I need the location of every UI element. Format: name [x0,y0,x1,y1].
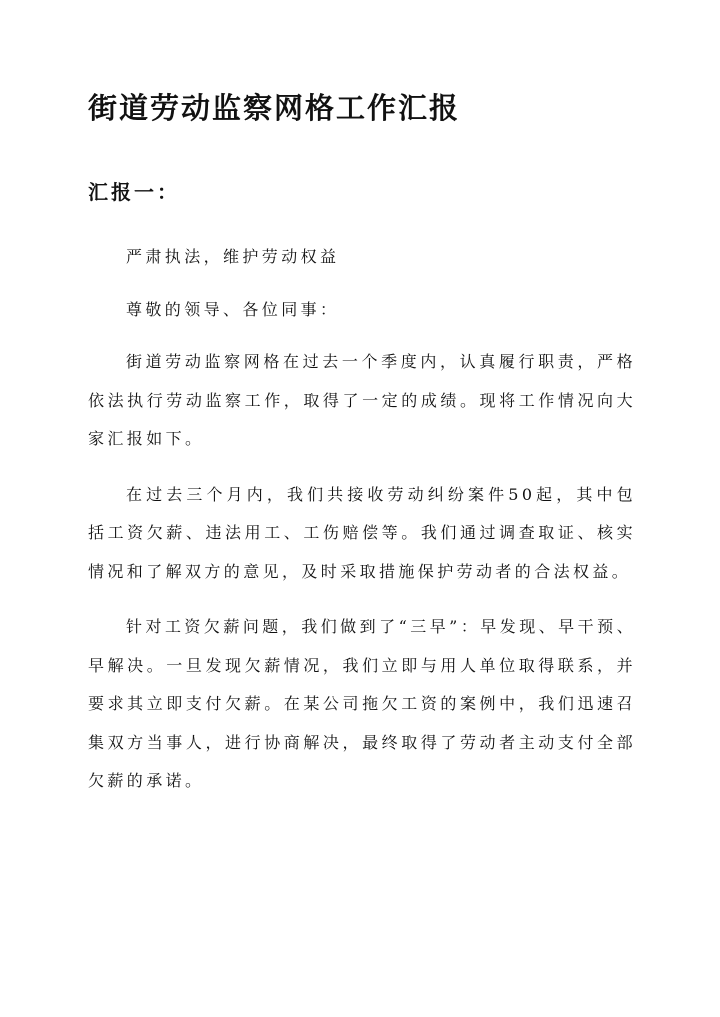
paragraph-salutation: 尊敬的领导、各位同事： [126,299,340,319]
paragraph-intro: 街道劳动监察网格在过去一个季度内，认真履行职责，严格依法执行劳动监察工作，取得了一定的成绩。现将工作情况向大家汇报如下。 [88,352,636,448]
paragraph-wage-arrears: 针对工资欠薪问题，我们做到了“三早”：早发现、早干预、早解决。一旦发现欠薪情况，我们立即与用人单位取得联系，并要求其立即支付欠薪。在某公司拖欠工资的案例中，我们迅速召集双方当事人，进行协商解决，最终取得了劳动者主动支付全部欠薪的承诺。 [88,617,636,790]
paragraph-cases: 在过去三个月内，我们共接收劳动纠纷案件50起，其中包括工资欠薪、违法用工、工伤赔偿等。我们通过调查取证、核实情况和了解双方的意见，及时采取措施保护劳动者的合法权益。 [88,484,636,581]
document-body [88,238,636,801]
section-heading: 汇报一： [88,180,180,204]
paragraph-subtitle: 严肃执法，维护劳动权益 [126,247,340,266]
document-title: 街道劳动监察网格工作汇报 [88,91,461,125]
